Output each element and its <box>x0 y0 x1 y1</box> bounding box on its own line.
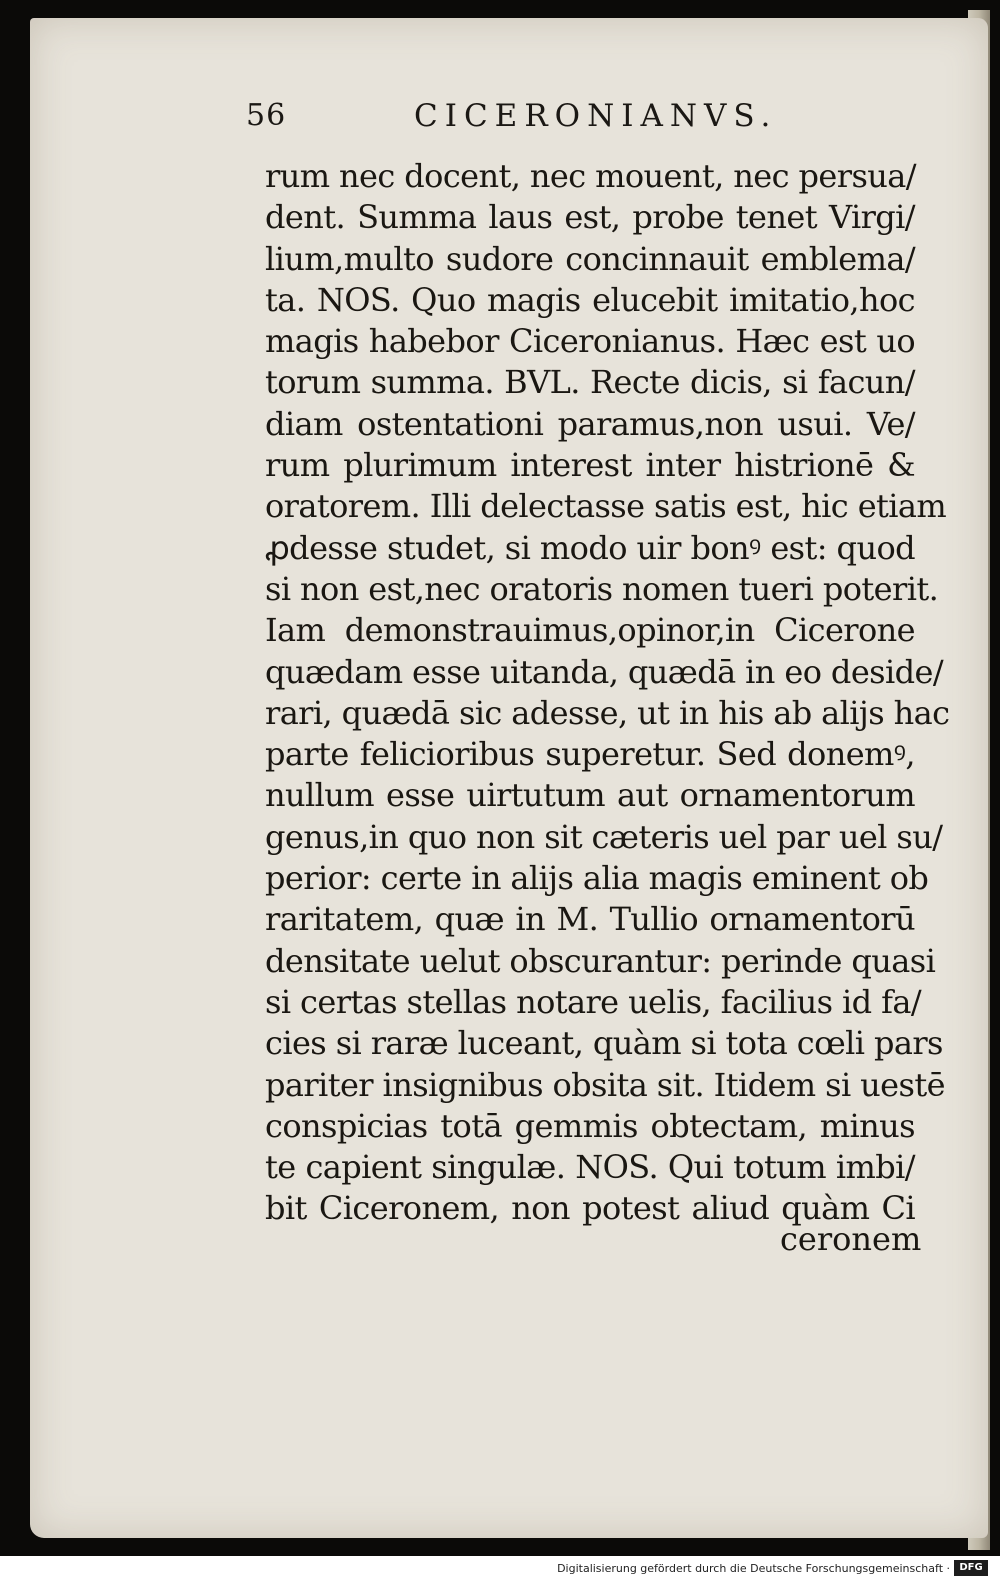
text-line: rari, quædā sic adesse, ut in his ab alijs hac <box>265 693 950 732</box>
text-line: dent. Summa laus est, probe tenet Virgi/ <box>265 198 915 237</box>
dfg-logo-icon: DFG <box>954 1560 988 1576</box>
text-line: pariter insignibus obsita sit. Itidem si uestē <box>265 1065 945 1104</box>
page-header <box>246 98 786 138</box>
text-line: quædam esse uitanda, quædā in eo deside/ <box>265 652 944 691</box>
text-line: Iam demonstrauimus,opinor,in Cicerone <box>265 611 915 650</box>
text-line: raritatem, quæ in M. Tullio ornamentorū <box>265 900 915 939</box>
text-line: si certas stellas notare uelis, facilius id fa/ <box>265 982 922 1021</box>
text-line: si non est,nec oratoris nomen tueri poterit. <box>265 569 939 608</box>
text-line: torum summa. BVL. Recte dicis, si facun/ <box>265 363 915 402</box>
text-line: rum nec docent, nec mouent, nec persua/ <box>265 157 916 195</box>
funding-credit: Digitalisierung gefördert durch die Deutsche Forschungsgemeinschaft · <box>557 1562 950 1575</box>
text-line: rum plurimum interest inter histrionē & <box>265 446 915 485</box>
text-line: parte felicioribus superetur. Sed donemꝰ, <box>265 735 915 774</box>
catchword: ceronem <box>780 1220 922 1258</box>
text-line: bit Ciceronem, non potest aliud quàm Ci <box>265 1189 915 1228</box>
text-line: ꝓdesse studet, si modo uir bonꝰ est: quod <box>265 528 915 567</box>
footer <box>0 1556 1000 1584</box>
page-number: 56 <box>246 98 287 133</box>
text-line: genus,in quo non sit cæteris uel par uel su/ <box>265 817 943 856</box>
text-line: te capient singulæ. NOS. Qui totum imbi/ <box>265 1148 915 1187</box>
text-line: nullum esse uirtutum aut ornamentorum <box>265 776 915 815</box>
text-line: cies si raræ luceant, quàm si tota cœli pars <box>265 1024 943 1063</box>
running-title: CICERONIANVS. <box>414 98 778 134</box>
text-line: oratorem. Illi delectasse satis est, hic etiam <box>265 487 947 526</box>
text-line: ta. NOS. Quo magis elucebit imitatio,hoc <box>265 280 915 319</box>
body-text <box>265 156 950 1230</box>
text-line: perior: certe in alijs alia magis eminent ob <box>265 859 929 898</box>
text-line: magis habebor Ciceronianus. Hæc est uo <box>265 322 915 361</box>
text-line: conspicias totā gemmis obtectam, minus <box>265 1106 915 1145</box>
text-line: lium,multo sudore concinnauit emblema/ <box>265 239 915 278</box>
text-line: densitate uelut obscurantur: perinde quasi <box>265 941 936 980</box>
text-line: diam ostentationi paramus,non usui. Ve/ <box>265 404 915 443</box>
